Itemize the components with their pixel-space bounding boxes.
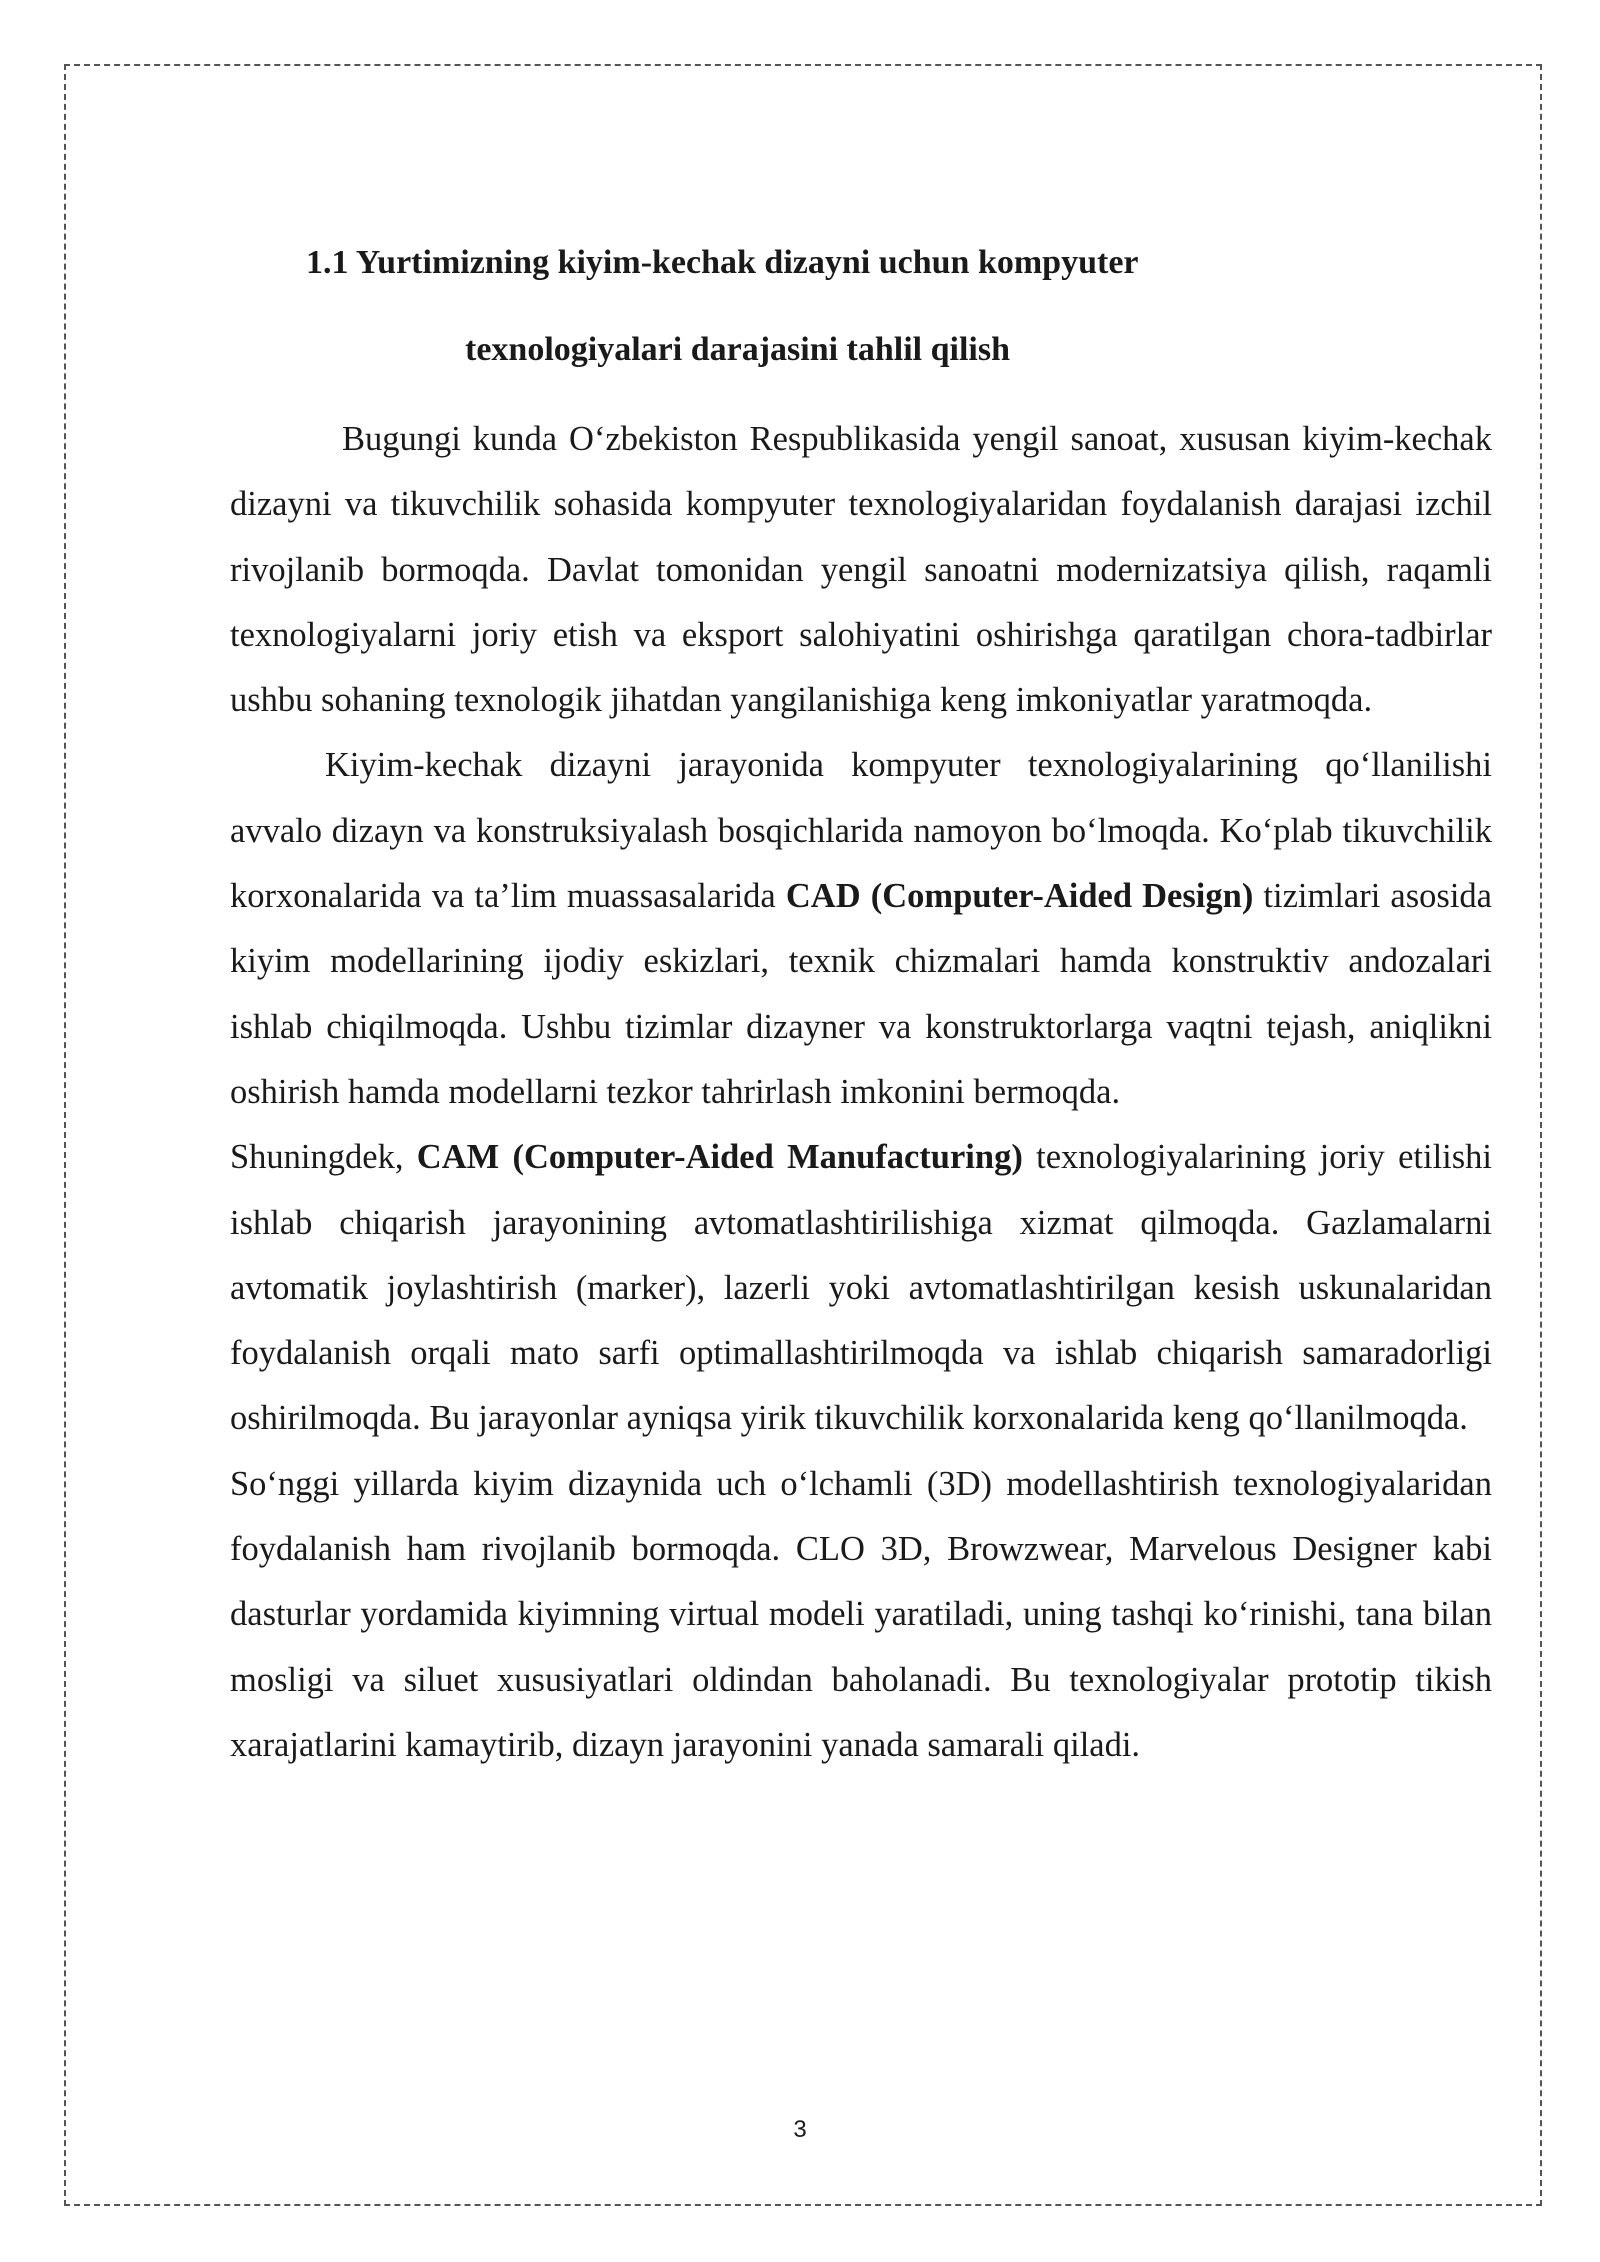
- paragraph-2-text-a: Kiyim-kechak dizayni jarayonida kompyuter texnologiyalarining qo‘llanilishi avvalo dizayn va konstruksiyalash bosqichlarida namoyon bo‘lmoqda. Ko‘plab tikuvchilik korxonalarida va ta’lim muassasalarida: [230, 746, 1492, 916]
- paragraph-3-bold-cam: CAM (Computer-Aided Manufacturing): [416, 1138, 1023, 1177]
- page-number: 3: [793, 2116, 807, 2143]
- section-heading-line-2: texnologiyalari darajasini tahlil qilish: [465, 331, 1011, 368]
- paragraph-3-text-b: texnologiyalarining joriy etilishi ishlab chiqarish jarayonining avtomatlashtirilishiga xizmat qilmoqda. Gazlamalarni avtomatik joylashtirish (marker), lazerli yoki avtomatlashtirilgan kesish uskunalaridan foydalanish orqali mato sarfi optimallashtirilmoqda va ishlab chiqarish samaradorligi oshirilmoqda. Bu jarayonlar ayniqsa yirik tikuvchilik korxonalarida keng qo‘llanilmoqda.: [230, 1138, 1492, 1438]
- paragraph-2: [230, 733, 1492, 1125]
- body-text: [230, 407, 1492, 1778]
- paragraph-3: [230, 1125, 1492, 1451]
- paragraph-2-bold-cad: CAD (Computer-Aided Design): [785, 877, 1254, 916]
- paragraph-2-text-b: tizimlari asosida kiyim modellarining ijodiy eskizlari, texnik chizmalari hamda konstruktiv andozalari ishlab chiqilmoqda. Ushbu tizimlar dizayner va konstruktorlarga vaqtni tejash, aniqlikni oshirish hamda modellarni tezkor tahrirlash imkonini bermoqda.: [230, 877, 1492, 1111]
- section-heading-line-1: 1.1 Yurtimizning kiyim-kechak dizayni uchun kompyuter: [306, 244, 1139, 281]
- paragraph-3-text-a: Shuningdek,: [230, 1138, 417, 1177]
- paragraph-4: So‘nggi yillarda kiyim dizaynida uch o‘lchamli (3D) modellashtirish texnologiyalaridan foydalanish ham rivojlanib bormoqda. CLO 3D, Browzwear, Marvelous Designer kabi dasturlar yordamida kiyimning virtual modeli yaratiladi, uning tashqi ko‘rinishi, tana bilan mosligi va siluet xususiyatlari oldindan baholanadi. Bu texnologiyalar prototip tikish xarajatlarini kamaytirib, dizayn jarayonini yanada samarali qiladi.: [230, 1464, 1492, 1764]
- paragraph-1: Bugungi kunda O‘zbekiston Respublikasida yengil sanoat, xususan kiyim-kechak dizayni va tikuvchilik sohasida kompyuter texnologiyalaridan foydalanish darajasi izchil rivojlanib bormoqda. Davlat tomonidan yengil sanoatni modernizatsiya qilish, raqamli texnologiyalarni joriy etish va eksport salohiyatini oshirishga qaratilgan chora-tadbirlar ushbu sohaning texnologik jihatdan yangilanishiga keng imkoniyatlar yaratmoqda.: [230, 420, 1492, 720]
